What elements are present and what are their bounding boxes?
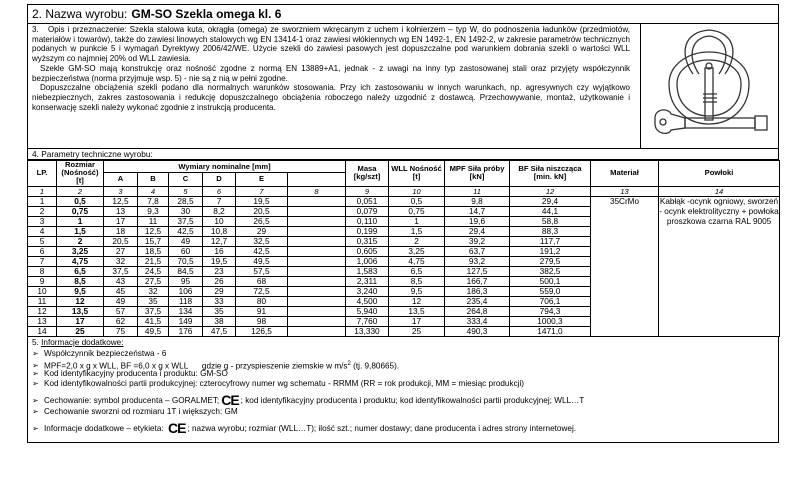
table-row: [28, 196, 780, 206]
info-superscript: 2: [347, 360, 351, 367]
ce-mark-icon: CE: [167, 419, 186, 436]
table-cell: 186,3: [445, 286, 510, 296]
table-cell: 12: [389, 296, 445, 306]
table-cell-empty: [288, 286, 346, 296]
table-cell: 106: [169, 286, 203, 296]
table-cell: 47,5: [203, 326, 236, 336]
table-cell: 264,8: [445, 306, 510, 316]
table-cell: 19,6: [445, 216, 510, 226]
table-cell-empty: [288, 266, 346, 276]
table-cell: 9,5: [389, 286, 445, 296]
table-cell: 21,5: [138, 256, 169, 266]
info-text-1: Współczynnik bezpieczeństwa - 6: [44, 348, 167, 358]
additional-info-section: [27, 337, 779, 443]
table-cell: 80: [236, 296, 288, 306]
table-cell: 117,7: [510, 236, 591, 246]
column-number: 7: [236, 186, 288, 196]
table-cell: 29: [236, 226, 288, 236]
table-cell-empty: [288, 216, 346, 226]
table-cell: 25: [389, 326, 445, 336]
header-wymiary: Wymiary nominalne [mm]: [104, 161, 346, 173]
table-cell: 5: [28, 236, 57, 246]
table-cell: 26,5: [236, 216, 288, 226]
table-cell-empty: [288, 256, 346, 266]
table-cell: 279,5: [510, 256, 591, 266]
table-cell: 235,4: [445, 296, 510, 306]
table-cell: 4,500: [346, 296, 389, 306]
shackle-drawing: [641, 24, 778, 148]
info-text-4: Kod identyfikowalności partii produkcyjnej: czterocyfrowy numer wg schematu - RRMM (RR = rok produkcji, MM = miesiąc produkcji): [44, 378, 525, 388]
column-number: 13: [591, 186, 659, 196]
column-number: 2: [57, 186, 104, 196]
info-text-6: Cechowanie sworzni od rozmiaru 1T i większych: GM: [44, 406, 238, 416]
table-cell: 98: [236, 316, 288, 326]
table-cell-empty: [288, 206, 346, 216]
table-cell: 70,5: [169, 256, 203, 266]
table-cell: 14,7: [445, 206, 510, 216]
table-cell: 33: [203, 296, 236, 306]
header-wll: WLL Nośność [t]: [389, 161, 445, 187]
table-cell: 4,75: [57, 256, 104, 266]
table-cell: 13: [104, 206, 138, 216]
table-cell: 15,7: [138, 236, 169, 246]
column-number: 5: [169, 186, 203, 196]
coating-cell: Kabłąk -ocynk ogniowy, sworzeń - ocynk elektrolityczny + powłoka proszkowa czarna RAL 9005: [659, 196, 780, 336]
header-dim-a: A: [104, 173, 138, 186]
table-cell-empty: [288, 326, 346, 336]
table-cell: 25: [57, 326, 104, 336]
table-cell: 12: [57, 296, 104, 306]
table-cell: 26: [203, 276, 236, 286]
table-cell: 12,5: [104, 196, 138, 206]
table-cell: 8,5: [57, 276, 104, 286]
table-cell: 75: [104, 326, 138, 336]
table-cell: 2: [57, 236, 104, 246]
table-cell: 29,4: [445, 226, 510, 236]
header-dim-d: D: [203, 173, 236, 186]
product-name-row: [27, 4, 779, 24]
section-number: 3.: [32, 25, 39, 34]
table-cell: 35: [138, 296, 169, 306]
table-cell: 1,583: [346, 266, 389, 276]
table-cell: 42,5: [236, 246, 288, 256]
table-cell: 88,3: [510, 226, 591, 236]
table-cell: 1: [389, 216, 445, 226]
table-cell: 12: [28, 306, 57, 316]
table-cell: 0,5: [57, 196, 104, 206]
column-number: 6: [203, 186, 236, 196]
table-cell: 13,5: [57, 306, 104, 316]
arrow-icon: ➢: [32, 348, 39, 358]
description-paragraph-3: Dopuszczalne obciążenia szekli podano dla normalnych warunków stosowania. Przy ich zastosowaniu w innych warunkach, np. agresywnych czy wyjątkowo niebezpiecznych, zakres zastosowania i redukcję dopuszczalnego obciążenia roboczego należy uzgodnić z dostawcą. Przechowywanie, montaż, użytkowanie i konserwację szekli należy wykonać zgodnie z instrukcją producenta.: [32, 83, 630, 112]
parameters-title: 4. Parametry techniczne wyrobu:: [27, 149, 779, 160]
column-number: 10: [389, 186, 445, 196]
parameters-table: [27, 160, 780, 337]
column-number: 14: [659, 186, 780, 196]
table-cell: 60: [169, 246, 203, 256]
header-masa: Masa [kg/szt]: [346, 161, 389, 187]
table-cell: 32,5: [236, 236, 288, 246]
table-cell: 10: [203, 216, 236, 226]
table-cell: 794,3: [510, 306, 591, 316]
info-line-4: [32, 379, 524, 389]
table-cell: 3,25: [389, 246, 445, 256]
table-cell: 49: [169, 236, 203, 246]
table-cell: 30: [169, 206, 203, 216]
table-cell: 9,3: [138, 206, 169, 216]
info-label-text: Informacje dodatkowe – etykieta:: [44, 423, 164, 433]
product-name-label: 2. Nazwa wyrobu:: [32, 7, 128, 21]
table-cell: 49,5: [138, 326, 169, 336]
header-dim-c: C: [169, 173, 203, 186]
table-cell: 333,4: [445, 316, 510, 326]
product-sheet: [27, 4, 779, 474]
table-cell: 8,2: [203, 206, 236, 216]
info-line-1: [32, 349, 166, 359]
description-paragraph-1: Opis i przeznaczenie: Szekla stalowa kuta, okrągła (omega) ze sworzniem wkręcanym z uchem i kołnierzem – typ W, do podnoszenia ładunków (przedmiotów, materiałów i towarów), także do zawiesi linowych stalowych wg EN 13414-1 oraz zawiesi włókiennych wg EN 1492-1, EN 1492-2, w zakresie parametrów technicznych podanych w punkcie 5 i wymagań Dyrektywy 2006/42/WE. Użycie szekli do zawiesi pasowych jest dopuszczalne pod warunkiem dobrania szekli o wartości WLL wyższym co najmniej 20% od WLL zawiesia.: [32, 25, 630, 64]
info-gravity: gdzie g - przyspieszenie ziemskie w m/s: [201, 361, 348, 371]
table-cell: 27,5: [138, 276, 169, 286]
table-cell: 1471,0: [510, 326, 591, 336]
table-cell: 0,315: [346, 236, 389, 246]
arrow-icon: ➢: [32, 406, 39, 416]
arrow-icon: ➢: [32, 423, 39, 433]
table-cell: 8: [28, 266, 57, 276]
column-numbers-row: [28, 186, 780, 196]
table-cell: 10: [28, 286, 57, 296]
table-cell-empty: [288, 306, 346, 316]
table-cell: 1,5: [57, 226, 104, 236]
header-powloki: Powłoki: [659, 161, 780, 187]
table-cell: 1: [28, 196, 57, 206]
table-cell: 13,5: [389, 306, 445, 316]
table-cell-empty: [288, 296, 346, 306]
table-cell: 191,2: [510, 246, 591, 256]
table-cell: 7: [28, 256, 57, 266]
table-cell: 95: [169, 276, 203, 286]
table-cell-empty: [288, 236, 346, 246]
header-lp: LP.: [28, 161, 57, 187]
table-cell: 706,1: [510, 296, 591, 306]
table-cell: 10,8: [203, 226, 236, 236]
info-marking: Cechowanie: symbol producenta – GORALMET;: [44, 395, 220, 405]
table-cell: 84,5: [169, 266, 203, 276]
table-cell: 12,5: [138, 226, 169, 236]
table-cell: 2,311: [346, 276, 389, 286]
table-cell: 3: [28, 216, 57, 226]
section-5-title: Informacje dodatkowe:: [41, 337, 124, 347]
column-number: 9: [346, 186, 389, 196]
table-cell: 134: [169, 306, 203, 316]
table-cell: 9,5: [57, 286, 104, 296]
table-cell: 93,2: [445, 256, 510, 266]
table-cell: 24,5: [138, 266, 169, 276]
table-cell: 6: [28, 246, 57, 256]
table-cell: 559,0: [510, 286, 591, 296]
column-number: 4: [138, 186, 169, 196]
header-dim-empty: [288, 173, 346, 186]
table-cell: 62: [104, 316, 138, 326]
ce-mark-icon: CE: [221, 391, 239, 408]
table-cell: 16: [203, 246, 236, 256]
description-text: [32, 25, 630, 112]
table-cell: 126,5: [236, 326, 288, 336]
table-cell: 4: [28, 226, 57, 236]
header-mpf: MPF Siła próby [kN]: [445, 161, 510, 187]
table-cell: 39,2: [445, 236, 510, 246]
table-cell: 19,5: [236, 196, 288, 206]
table-cell: 12,7: [203, 236, 236, 246]
table-cell: 5,940: [346, 306, 389, 316]
info-line-3: [32, 369, 228, 379]
table-cell: 0,110: [346, 216, 389, 226]
table-cell: 44,1: [510, 206, 591, 216]
table-cell: 28,5: [169, 196, 203, 206]
table-cell: 57,5: [236, 266, 288, 276]
table-cell: 20,5: [104, 236, 138, 246]
table-cell: 13: [28, 316, 57, 326]
table-cell: 63,7: [445, 246, 510, 256]
table-cell: 4,75: [389, 256, 445, 266]
table-cell: 166,7: [445, 276, 510, 286]
table-cell: 49: [104, 296, 138, 306]
table-cell: 1,5: [389, 226, 445, 236]
table-cell: 9,8: [445, 196, 510, 206]
section-5-number: 5.: [32, 337, 39, 347]
table-cell: 58,8: [510, 216, 591, 226]
table-cell: 29,4: [510, 196, 591, 206]
info-line-6: [32, 407, 238, 417]
column-number: 1: [28, 186, 57, 196]
info-label-rest: ; nazwa wyrobu; rozmiar (WLL…T); ilość szt.; numer dostawy; dane producenta i adres strony internetowej.: [187, 423, 577, 433]
table-cell: 57: [104, 306, 138, 316]
table-cell-empty: [288, 316, 346, 326]
table-cell: 1: [57, 216, 104, 226]
table-cell: 0,5: [389, 196, 445, 206]
table-cell: 18,5: [138, 246, 169, 256]
table-cell: 29: [203, 286, 236, 296]
table-cell: 91: [236, 306, 288, 316]
table-cell: 42,5: [169, 226, 203, 236]
table-cell: 0,079: [346, 206, 389, 216]
table-cell: 2: [28, 206, 57, 216]
table-cell: 6,5: [57, 266, 104, 276]
table-cell: 27: [104, 246, 138, 256]
table-cell: 7,760: [346, 316, 389, 326]
table-cell: 149: [169, 316, 203, 326]
additional-info-title: [32, 338, 124, 347]
table-cell: 8,5: [389, 276, 445, 286]
arrow-icon: ➢: [32, 361, 39, 371]
table-cell: 23: [203, 266, 236, 276]
table-cell: 0,199: [346, 226, 389, 236]
table-cell: 38: [203, 316, 236, 326]
table-cell: 43: [104, 276, 138, 286]
table-cell: 49,5: [236, 256, 288, 266]
table-cell: 72,5: [236, 286, 288, 296]
table-cell: 17: [389, 316, 445, 326]
table-cell: 20,5: [236, 206, 288, 216]
description-paragraph-2: Szekle GM-SO mają konstrukcję oraz nośność zgodne z normą EN 13889+A1, jednak - z uwagi na inny typ zastosowanej stali oraz przyjęty współczynnik bezpieczeństwa (norma przyjmuje wsp. 5) - nie są z nią w pełni zgodne.: [32, 63, 630, 83]
table-cell: 127,5: [445, 266, 510, 276]
info-line-7: [32, 419, 577, 436]
table-cell: 500,1: [510, 276, 591, 286]
header-rozmiar: Rozmiar (Nośność) [t]: [57, 161, 104, 187]
table-cell: 17: [57, 316, 104, 326]
table-cell: 1,006: [346, 256, 389, 266]
table-cell: 7,8: [138, 196, 169, 206]
table-cell: 1000,3: [510, 316, 591, 326]
info-marking-rest: ; kod identyfikacyjny producenta i produktu; kod identyfikowalności partii produkcyjnej; WLL…T: [240, 395, 585, 405]
info-text-3: Kod identyfikacyjny producenta i produktu: GM-SO: [44, 368, 228, 378]
table-cell: 490,3: [445, 326, 510, 336]
table-cell-empty: [288, 246, 346, 256]
table-cell: 37,5: [104, 266, 138, 276]
material-cell: 35CrMo: [591, 196, 659, 336]
table-cell: 68: [236, 276, 288, 286]
table-cell: 382,5: [510, 266, 591, 276]
table-cell: 32: [104, 256, 138, 266]
table-cell: 2: [389, 236, 445, 246]
table-cell: 176: [169, 326, 203, 336]
product-name: GM-SO Szekla omega kl. 6: [131, 7, 282, 21]
header-material: Materiał: [591, 161, 659, 187]
table-cell: 45: [104, 286, 138, 296]
column-number: 8: [288, 186, 346, 196]
table-cell: 32: [138, 286, 169, 296]
column-number: 12: [510, 186, 591, 196]
column-number: 3: [104, 186, 138, 196]
arrow-icon: ➢: [32, 395, 39, 405]
table-cell: 17: [104, 216, 138, 226]
table-cell-empty: [288, 226, 346, 236]
header-dim-b: B: [138, 173, 169, 186]
table-cell: 3,240: [346, 286, 389, 296]
table-cell: 13,330: [346, 326, 389, 336]
table-cell-empty: [288, 196, 346, 206]
arrow-icon: ➢: [32, 368, 39, 378]
header-bf: BF Siła niszcząca [min. kN]: [510, 161, 591, 187]
table-cell: 19,5: [203, 256, 236, 266]
table-cell: 118: [169, 296, 203, 306]
table-cell: 3,25: [57, 246, 104, 256]
table-cell: 0,75: [57, 206, 104, 216]
info-formula: MPF=2,0 x g x WLL, BF =6,0 x g x WLL: [44, 361, 189, 371]
table-cell: 6,5: [389, 266, 445, 276]
table-cell: 35: [203, 306, 236, 316]
info-line-5: [32, 391, 585, 408]
table-cell: 18: [104, 226, 138, 236]
table-cell: 14: [28, 326, 57, 336]
table-cell: 7: [203, 196, 236, 206]
info-gravity-value: (tj. 9,80665).: [350, 361, 400, 371]
arrow-icon: ➢: [32, 378, 39, 388]
table-cell: 37,5: [138, 306, 169, 316]
table-cell: 37,5: [169, 216, 203, 226]
table-cell: 11: [138, 216, 169, 226]
table-cell-empty: [288, 276, 346, 286]
table-cell: 0,051: [346, 196, 389, 206]
table-cell: 11: [28, 296, 57, 306]
description-section: [27, 24, 779, 149]
product-image-cell: [640, 24, 779, 148]
table-cell: 9: [28, 276, 57, 286]
table-cell: 0,605: [346, 246, 389, 256]
table-cell: 0,75: [389, 206, 445, 216]
column-number: 11: [445, 186, 510, 196]
header-dim-e: E: [236, 173, 288, 186]
table-cell: 41,5: [138, 316, 169, 326]
